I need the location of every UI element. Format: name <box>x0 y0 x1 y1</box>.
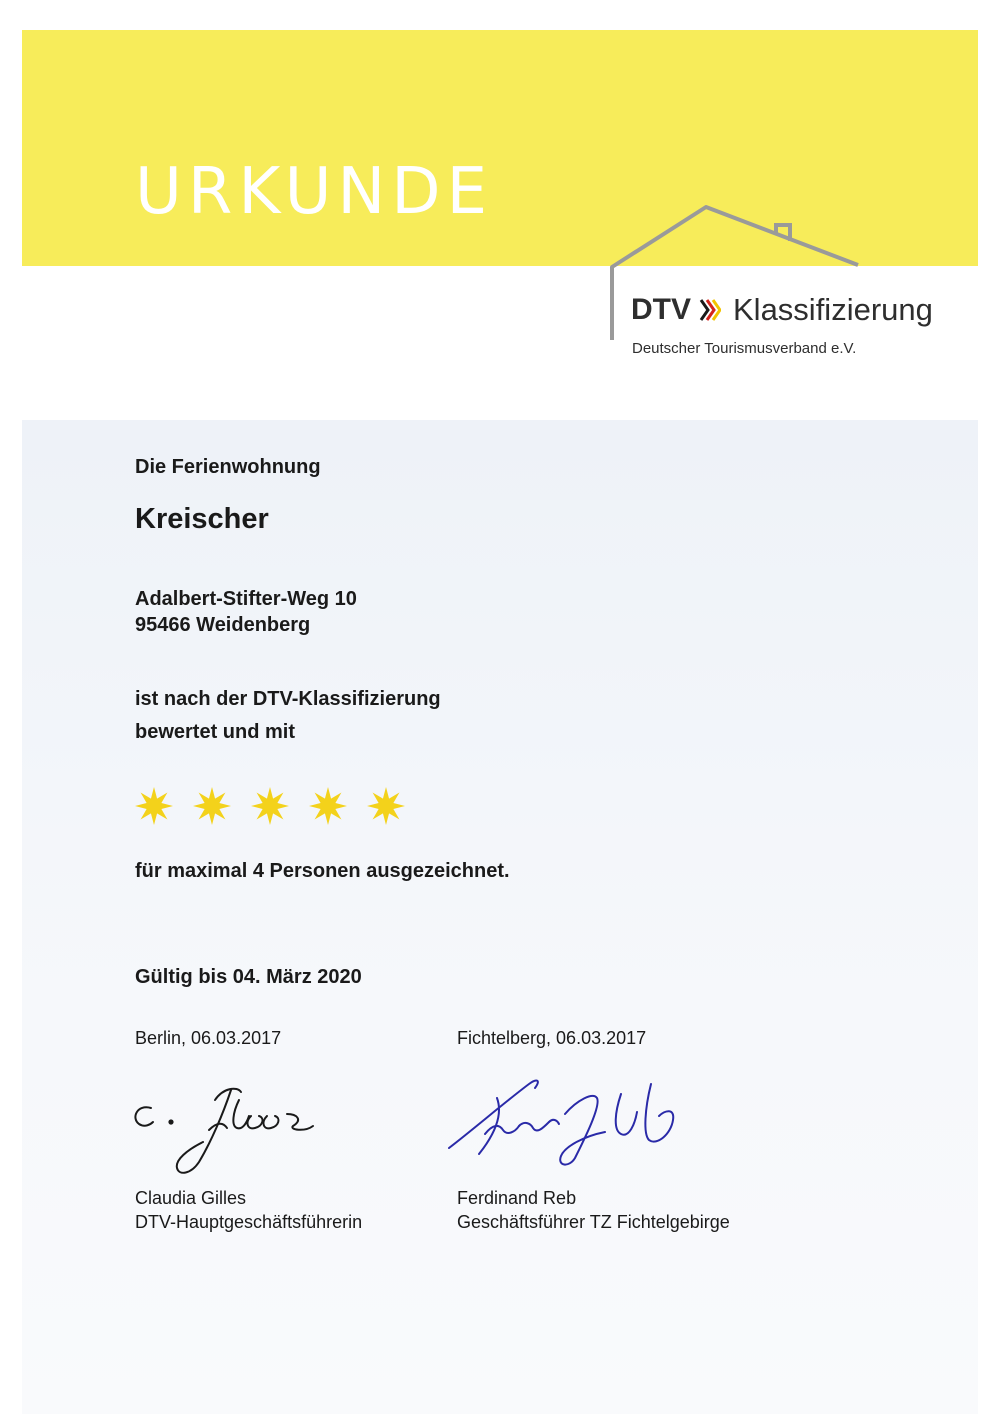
star-icon <box>366 786 406 826</box>
star-icon <box>134 786 174 826</box>
intro-text: Die Ferienwohnung <box>135 456 321 478</box>
statement-line-2: bewertet und mit <box>135 721 296 743</box>
dtv-logo <box>631 292 933 328</box>
signer-role: Geschäftsführer TZ Fichtelgebirge <box>457 1212 730 1232</box>
signer-name: Ferdinand Reb <box>457 1188 577 1208</box>
validity-date: Gültig bis 04. März 2020 <box>135 966 362 988</box>
statement-line-1: ist nach der DTV-Klassifizierung <box>135 688 441 710</box>
place-date: Berlin, 06.03.2017 <box>135 1028 282 1048</box>
award-line: für maximal 4 Personen ausgezeichnet. <box>135 860 510 882</box>
place-date: Fichtelberg, 06.03.2017 <box>457 1028 647 1048</box>
signer-role: DTV-Hauptgeschäftsführerin <box>135 1212 363 1232</box>
address-city: 95466 Weidenberg <box>135 614 311 636</box>
logo-word: Klassifizierung <box>733 292 933 327</box>
logo-brand: DTV <box>631 293 691 326</box>
signature-block-tz <box>457 1028 730 1232</box>
star-rating <box>134 786 406 826</box>
certificate-title: URKUNDE <box>135 155 493 229</box>
handwritten-signature <box>445 1058 715 1178</box>
logo-chevrons-icon <box>699 297 721 323</box>
logo-subtitle: Deutscher Tourismusverband e.V. <box>632 340 857 357</box>
signer-name: Claudia Gilles <box>135 1188 247 1208</box>
address-street: Adalbert-Stifter-Weg 10 <box>135 588 357 610</box>
property-name: Kreischer <box>135 503 269 535</box>
star-icon <box>308 786 348 826</box>
signature-block-dtv <box>135 1028 363 1232</box>
certificate-body-panel <box>22 420 978 1414</box>
star-icon <box>192 786 232 826</box>
handwritten-signature <box>127 1070 347 1180</box>
star-icon <box>250 786 290 826</box>
